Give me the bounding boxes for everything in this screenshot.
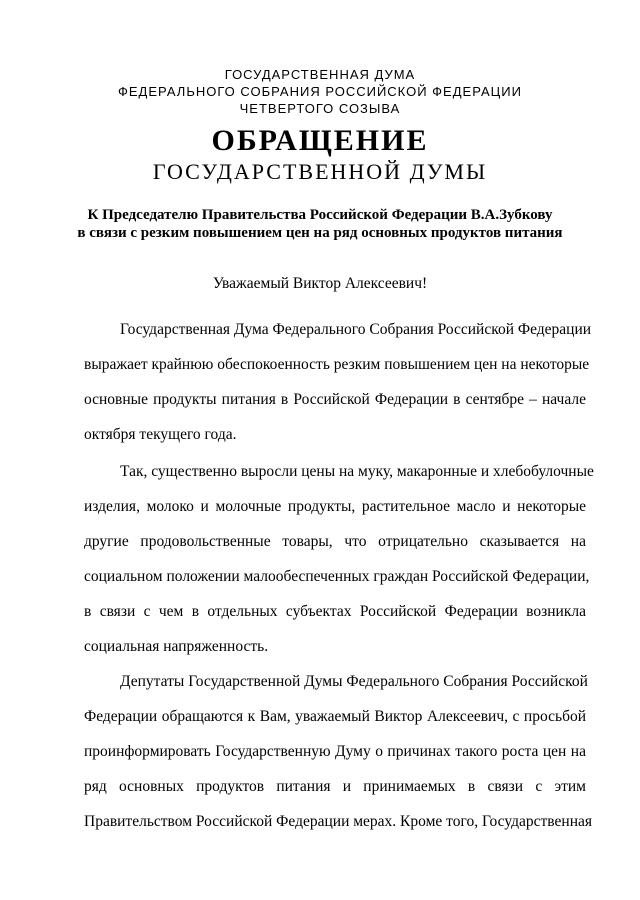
issuer-line-1: ГОСУДАРСТВЕННАЯ ДУМА	[224, 67, 416, 82]
body-line: социальная напряженность.	[84, 638, 269, 655]
body-line: Правительством Российской Федерации мерах. Кроме того, Государственная	[84, 813, 593, 830]
body-line: Депутаты Государственной Думы Федерального Собрания Российской	[120, 673, 588, 690]
body-line: основные продукты питания в Российской Федерации в сентябре – начале	[84, 391, 586, 408]
body-line: другие продовольственные товары, что отрицательно сказывается на	[84, 533, 586, 550]
addressee-block	[0, 206, 640, 242]
body-line: социальном положении малообеспеченных граждан Российской Федерации,	[84, 568, 590, 585]
body-line: проинформировать Государственную Думу о причинах такого роста цен на	[84, 743, 586, 760]
body-line: в связи с чем в отдельных субъектах Российской Федерации возникла	[84, 603, 586, 620]
body-line: Так, существенно выросли цены на муку, макаронные и хлебобулочные	[120, 463, 594, 480]
addressee-line-1: К Председателю Правительства Российской Федерации В.А.Зубкову	[87, 207, 553, 223]
body-line: октября текущего года.	[84, 426, 237, 443]
body-line: ряд основных продуктов питания и принимаемых в связи с этим	[84, 778, 586, 795]
issuer-line-2: ФЕДЕРАЛЬНОГО СОБРАНИЯ РОССИЙСКОЙ ФЕДЕРАЦИИ	[118, 84, 522, 99]
document-title: ОБРАЩЕНИЕ	[211, 124, 429, 157]
body-line: Государственная Дума Федерального Собрания Российской Федерации	[120, 321, 592, 338]
addressee-line-2: в связи с резким повышением цен на ряд основных продуктов питания	[77, 225, 563, 241]
body-line: выражает крайнюю обеспокоенность резким повышением цен на некоторые	[84, 356, 590, 373]
issuer-header	[0, 66, 640, 117]
issuer-line-3: ЧЕТВЕРТОГО СОЗЫВА	[239, 101, 401, 116]
body-line: Федерации обращаются к Вам, уважаемый Виктор Алексеевич, с просьбой	[84, 708, 586, 725]
greeting: Уважаемый Виктор Алексеевич!	[212, 275, 428, 292]
document-subtitle: ГОСУДАРСТВЕННОЙ ДУМЫ	[152, 159, 488, 184]
body-line: изделия, молоко и молочные продукты, растительное масло и некоторые	[84, 498, 586, 515]
